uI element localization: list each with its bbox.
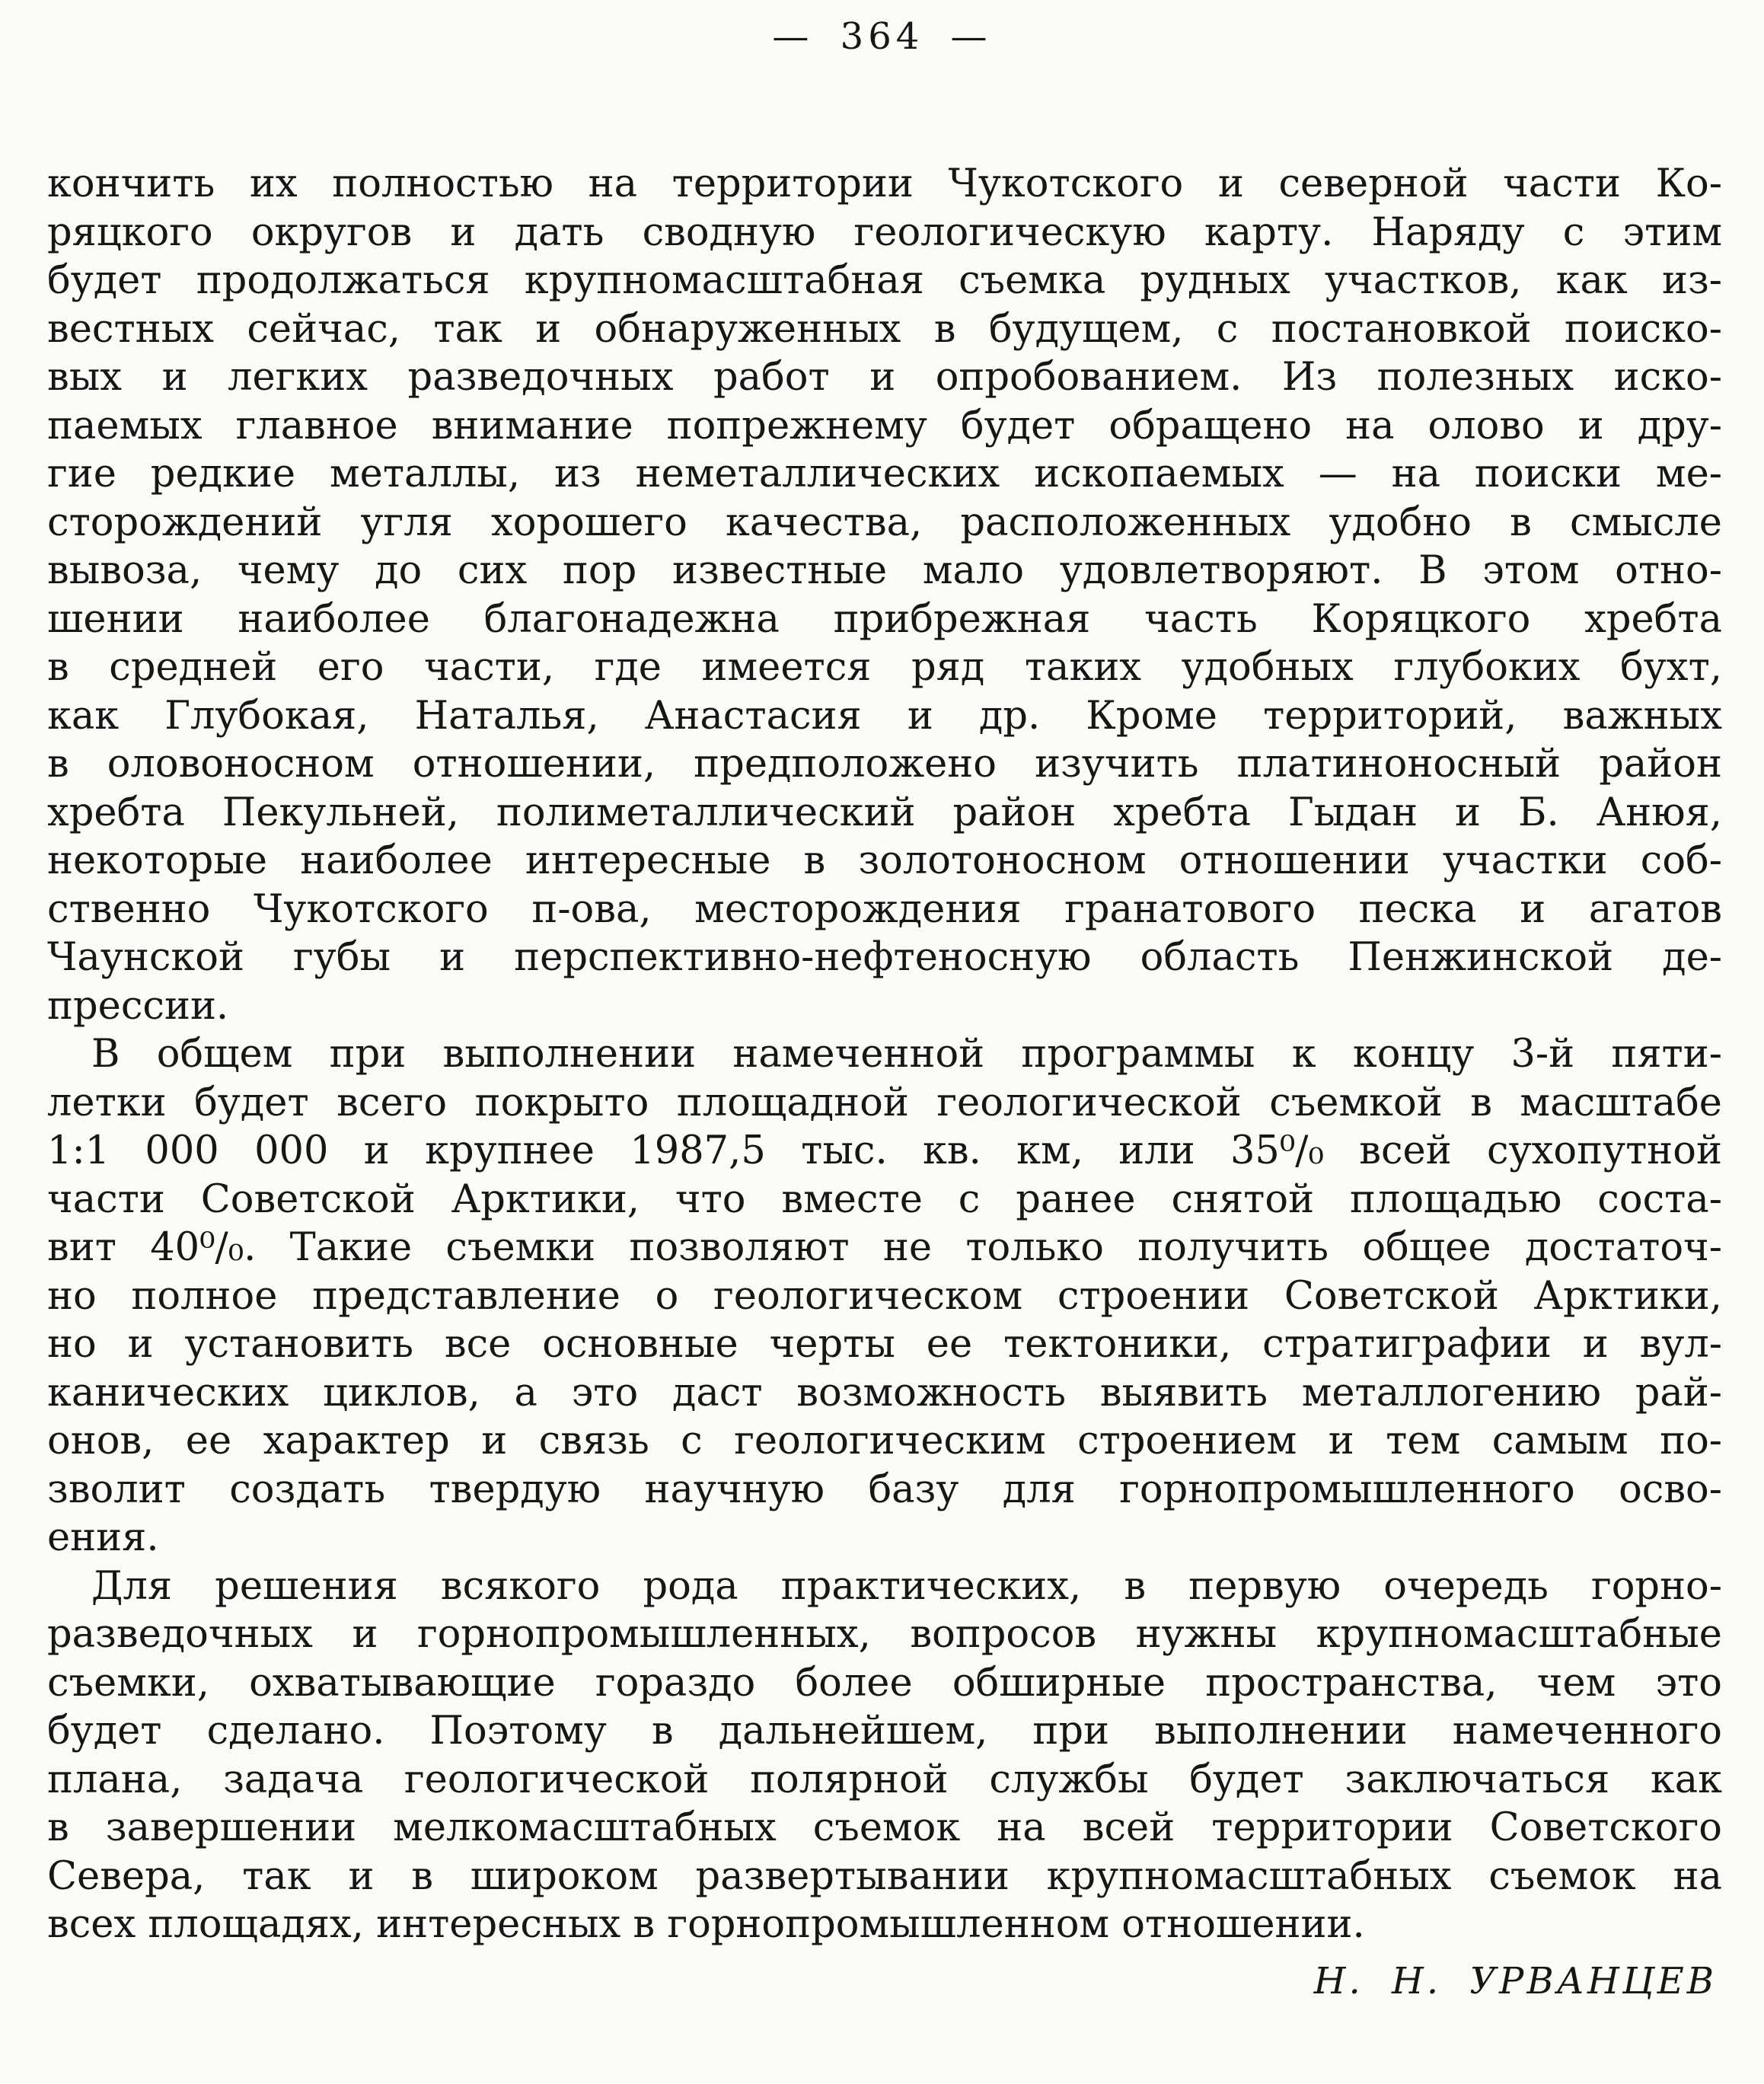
text-line: вит 40⁰/₀. Такие съемки позволяют не только получить общее достаточ- xyxy=(47,1225,1722,1270)
text-line: летки будет всего покрыто площадной геологической съемкой в масштабе xyxy=(47,1080,1722,1125)
text-line: сторождений угля хорошего качества, расположенных удобно в смысле xyxy=(47,499,1722,545)
text-line: части Советской Арктики, что вместе с ранее снятой площадью соста- xyxy=(47,1176,1722,1222)
text-line: ственно Чукотского п-ова, месторождения гранатового песка и агатов xyxy=(47,886,1722,932)
text-line: всех площадях, интересных в горнопромышленном отношении. xyxy=(47,1902,1365,1947)
text-line: Для решения всякого рода практических, в первую очередь горно- xyxy=(91,1563,1722,1609)
body-text xyxy=(47,160,1722,1949)
text-line: ряцкого округов и дать сводную геологическую карту. Наряду с этим xyxy=(47,209,1722,255)
text-line: паемых главное внимание попрежнему будет обращено на олово и дру- xyxy=(47,403,1722,448)
text-line: зволит создать твердую научную базу для горнопромышленного осво- xyxy=(47,1466,1722,1512)
text-line: канических циклов, а это даст возможность выявить металлогению рай- xyxy=(47,1370,1722,1415)
text-line: как Глубокая, Наталья, Анастасия и др. Кроме территорий, важных xyxy=(47,693,1722,739)
text-line: вывоза, чему до сих пор известные мало удовлетворяют. В этом отно- xyxy=(47,548,1722,593)
text-line: в средней его части, где имеется ряд таких удобных глубоких бухт, xyxy=(47,645,1722,690)
text-line: но и установить все основные черты ее тектоники, стратиграфии и вул- xyxy=(47,1322,1722,1367)
text-line: шении наиболее благонадежна прибрежная часть Коряцкого хребта xyxy=(47,596,1722,642)
text-line: Чаунской губы и перспективно-нефтеносную область Пенжинской де- xyxy=(47,935,1722,980)
text-line: в оловоносном отношении, предположено изучить платиноносный район xyxy=(47,742,1722,787)
text-line: кончить их полностью на территории Чукотского и северной части Ко- xyxy=(47,161,1722,206)
text-line: некоторые наиболее интересные в золотоносном отношении участки соб- xyxy=(47,838,1722,883)
text-line: разведочных и горнопромышленных, вопросов нужны крупномасштабные xyxy=(47,1612,1722,1657)
author-signature: Н. Н. УРВАНЦЕВ xyxy=(1313,1960,1717,2003)
text-line: В общем при выполнении намеченной программы к концу 3-й пяти- xyxy=(91,1032,1722,1077)
page-number: — 364 — xyxy=(772,15,992,58)
text-line: Севера, так и в широком развертывании крупномасштабных съемок на xyxy=(47,1853,1722,1899)
text-line: онов, ее характер и связь с геологическим строением и тем самым по- xyxy=(47,1419,1722,1463)
text-line: плана, задача геологической полярной службы будет заключаться как xyxy=(47,1757,1722,1802)
text-line: хребта Пекульней, полиметаллический район хребта Гыдан и Б. Анюя, xyxy=(47,790,1722,835)
text-line: вестных сейчас, так и обнаруженных в будущем, с постановкой поиско- xyxy=(47,306,1722,352)
text-line: гие редкие металлы, из неметаллических ископаемых — на поиски ме- xyxy=(47,452,1722,496)
text-line: ения. xyxy=(47,1515,159,1560)
text-line: 1:1 000 000 и крупнее 1987,5 тыс. кв. км, или 35⁰/₀ всей сухопутной xyxy=(47,1128,1722,1173)
text-line: прессии. xyxy=(47,983,229,1029)
text-line: в завершении мелкомасштабных съемок на всей территории Советского xyxy=(47,1805,1722,1850)
text-line: будет сделано. Поэтому в дальнейшем, при выполнении намеченного xyxy=(47,1709,1722,1754)
text-line: будет продолжаться крупномасштабная съемка рудных участков, как из- xyxy=(47,258,1722,303)
text-line: вых и легких разведочных работ и опробованием. Из полезных иско- xyxy=(47,355,1722,400)
text-line: съемки, охватывающие гораздо более обширные пространства, чем это xyxy=(47,1660,1722,1706)
text-line: но полное представление о геологическом строении Советской Арктики, xyxy=(47,1273,1722,1319)
